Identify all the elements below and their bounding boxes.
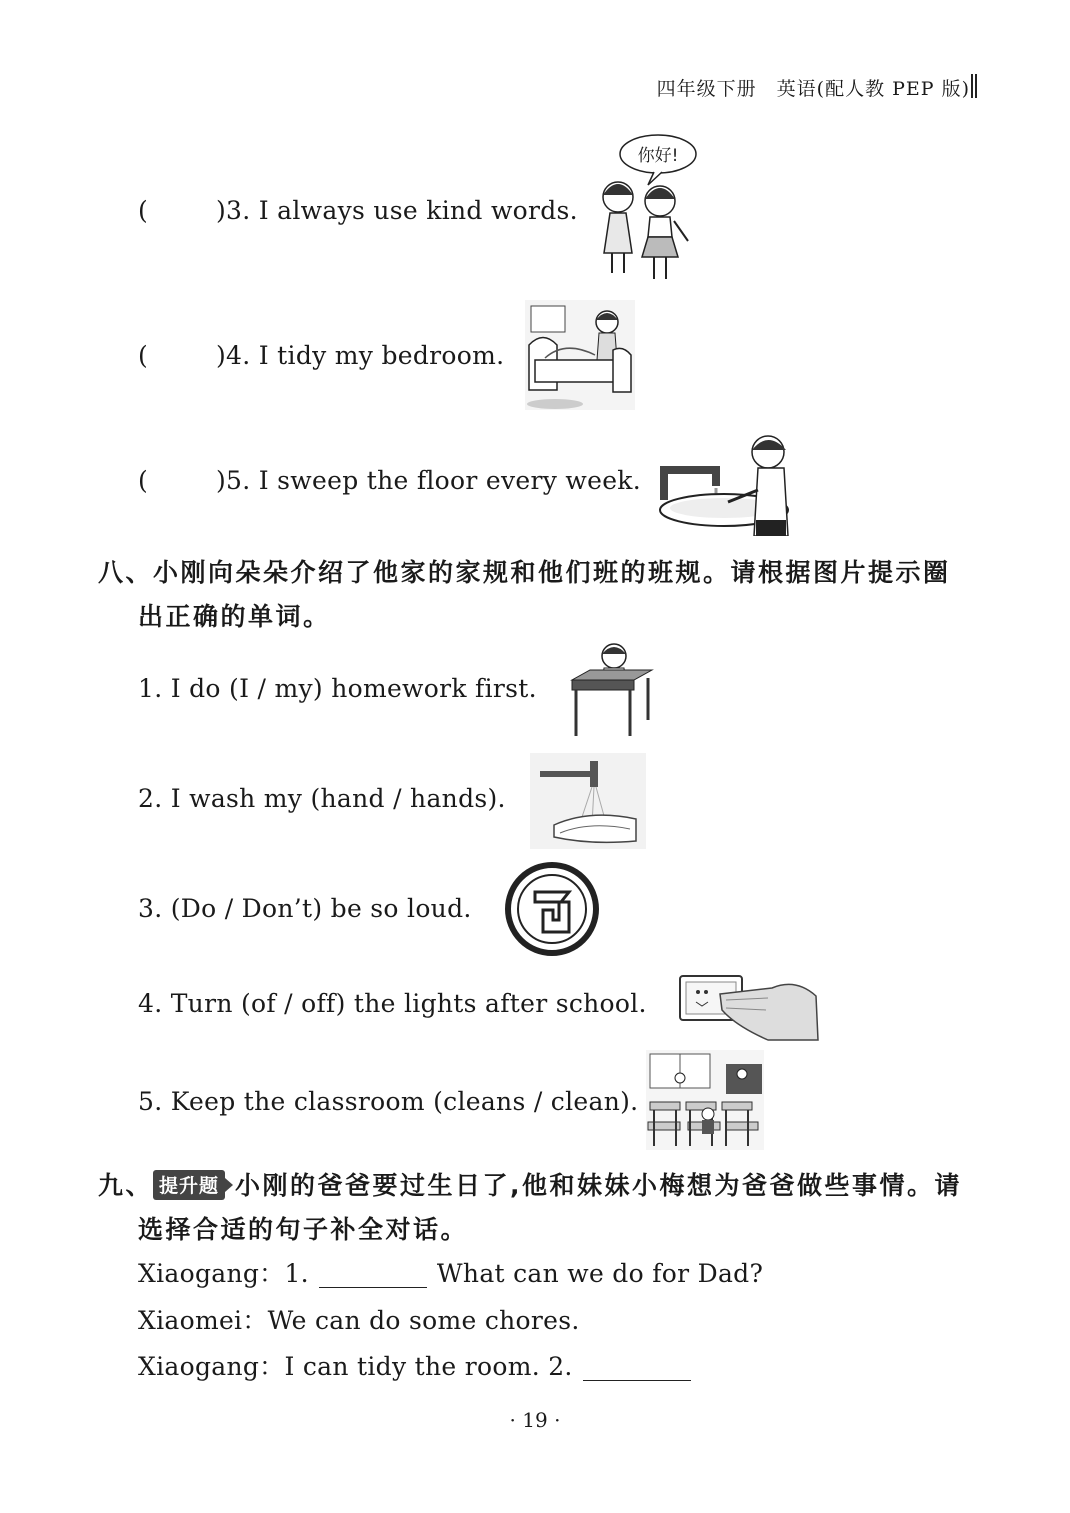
answer-paren[interactable]: ( <box>138 196 149 225</box>
dialogue-text: Xiaogang：1. <box>138 1259 309 1288</box>
answer-paren[interactable]: ( <box>138 341 149 370</box>
page-number: · 19 · <box>509 1408 561 1432</box>
dialogue-line-2 <box>138 1301 580 1337</box>
header-bar-mark <box>971 74 977 98</box>
answer-blank-1[interactable] <box>319 1263 427 1288</box>
speech-bubble-text: 你好! <box>637 146 679 166</box>
section-8-title-line1: 八、小刚向朵朵介绍了他家的家规和他们班的班规。请根据图片提示圈 <box>98 558 951 587</box>
item-text: )5. I sweep the floor every week. <box>216 466 641 495</box>
dialogue-line-3 <box>138 1347 701 1383</box>
advanced-question-badge: 提升题 <box>153 1170 225 1200</box>
circle-item-5[interactable]: 5. Keep the classroom (cleans / clean). <box>138 1087 639 1116</box>
circle-item-3[interactable]: 3. (Do / Don’t) be so loud. <box>138 894 472 923</box>
running-header: 四年级下册 英语(配人教 PEP 版) <box>656 78 970 100</box>
boy-doing-homework-image <box>568 640 656 738</box>
hand-light-switch-image <box>676 970 820 1042</box>
dialogue-text: Xiaogang：I can tidy the room. 2. <box>138 1352 573 1381</box>
answer-paren[interactable]: ( <box>138 466 149 495</box>
answer-blank-2[interactable] <box>583 1356 691 1381</box>
dialogue-text: What can we do for Dad? <box>436 1259 764 1288</box>
circle-item-2[interactable]: 2. I wash my (hand / hands). <box>138 784 506 813</box>
section-9-title-text: 小刚的爸爸要过生日了,他和妹妹小梅想为爸爸做些事情。请 <box>235 1171 963 1200</box>
girl-tidying-bed-image <box>525 300 635 410</box>
washing-hands-faucet-image <box>530 753 646 849</box>
section-9-number: 九、 <box>98 1171 154 1200</box>
two-girls-greeting-image <box>596 133 706 285</box>
item-text: )3. I always use kind words. <box>216 196 578 225</box>
girl-washing-hands-image <box>658 432 804 536</box>
item-text: )4. I tidy my bedroom. <box>216 341 505 370</box>
circle-item-1[interactable]: 1. I do (I / my) homework first. <box>138 674 537 703</box>
section-9-title-line1 <box>98 1166 962 1202</box>
classroom-cleaning-image <box>646 1050 764 1150</box>
section-8-title-line2: 出正确的单词。 <box>138 602 331 631</box>
quiet-sign-icon <box>505 862 599 956</box>
section-9-title-line2: 选择合适的句子补全对话。 <box>138 1215 469 1244</box>
circle-item-4[interactable]: 4. Turn (of / off) the lights after school. <box>138 989 647 1018</box>
dialogue-line-1 <box>138 1254 763 1290</box>
dialogue-text: Xiaomei：We can do some chores. <box>138 1306 580 1335</box>
judge-item-5 <box>138 466 641 495</box>
judge-item-4 <box>138 341 504 370</box>
judge-item-3 <box>138 196 578 225</box>
